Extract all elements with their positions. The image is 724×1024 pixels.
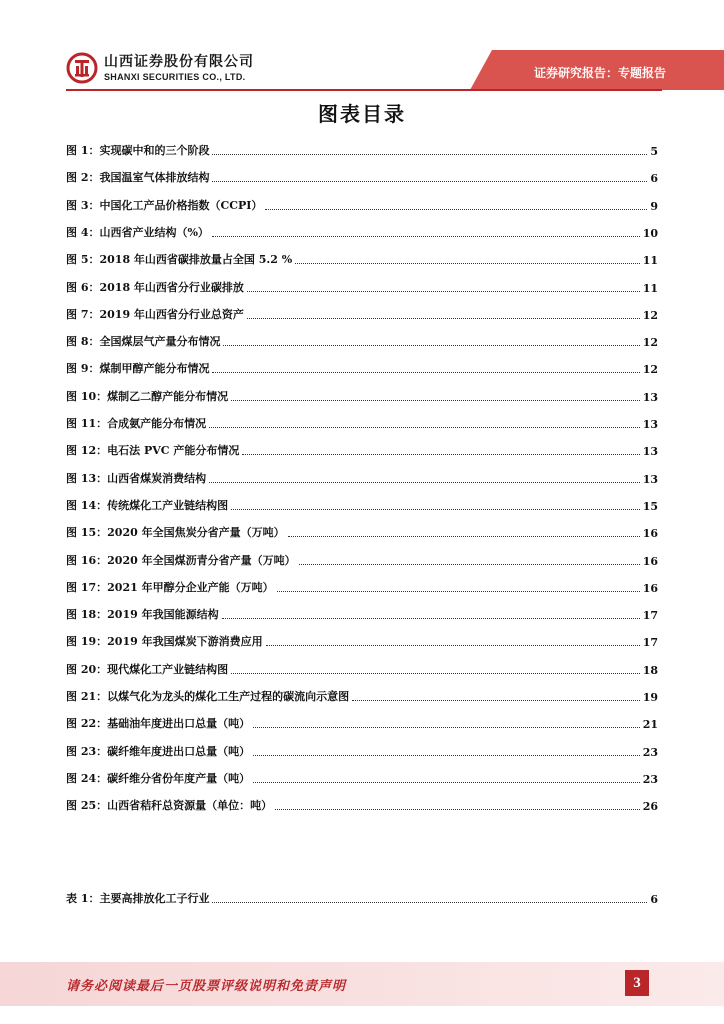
figure-entry-label: 图 11：合成氨产能分布情况 bbox=[66, 417, 207, 430]
figure-entry-page: 13 bbox=[642, 418, 658, 431]
figure-entry[interactable] bbox=[66, 659, 658, 677]
figure-entry-page: 9 bbox=[650, 199, 658, 213]
page-header bbox=[0, 0, 724, 96]
figure-entry-label: 图 21：以煤气化为龙头的煤化工生产过程的碳流向示意图 bbox=[66, 690, 350, 703]
dot-leader bbox=[247, 317, 640, 319]
figure-entry-label: 图 1：实现碳中和的三个阶段 bbox=[66, 144, 210, 157]
figure-entry-page: 26 bbox=[642, 800, 658, 814]
figure-entry-page: 16 bbox=[642, 581, 658, 595]
dot-leader bbox=[253, 726, 640, 728]
figure-entry[interactable] bbox=[66, 222, 658, 240]
figure-entry-page: 13 bbox=[642, 472, 658, 486]
company-name-en: SHANXI SECURITIES CO., LTD. bbox=[104, 71, 246, 82]
figure-entry-page: 13 bbox=[642, 445, 658, 459]
figure-entry-label: 图 24：碳纤维分省份年度产量（吨） bbox=[66, 771, 251, 785]
company-name-cn: 山西证券股份有限公司 bbox=[104, 53, 254, 70]
dot-leader bbox=[231, 508, 640, 510]
dot-leader bbox=[212, 153, 647, 155]
figure-entry-label: 图 22：基础油年度进出口总量（吨） bbox=[66, 717, 251, 731]
dot-leader bbox=[266, 644, 640, 646]
dot-leader bbox=[275, 808, 640, 810]
figure-entry[interactable] bbox=[66, 468, 658, 486]
figure-entry-page: 11 bbox=[642, 281, 658, 295]
dot-leader bbox=[265, 208, 647, 210]
table-entry-page: 6 bbox=[650, 893, 658, 906]
figure-entry-label: 图 5：2018 年山西省碳排放量占全国 5.2 % bbox=[66, 253, 293, 267]
figure-entry-label: 图 15：2020 年全国焦炭分省产量（万吨） bbox=[66, 526, 285, 540]
report-type: 证券研究报告：专题报告 bbox=[533, 66, 666, 80]
figure-entry-page: 23 bbox=[642, 772, 658, 786]
dot-leader bbox=[242, 453, 639, 455]
figure-entry-label: 图 17：2021 年甲醇分企业产能（万吨） bbox=[66, 580, 274, 594]
figure-entry-label: 图 10：煤制乙二醇产能分布情况 bbox=[66, 389, 229, 403]
figure-entry-label: 图 6：2018 年山西省分行业碳排放 bbox=[66, 280, 244, 294]
figure-entry-label: 图 23：碳纤维年度进出口总量（吨） bbox=[66, 744, 251, 758]
figure-entry[interactable] bbox=[66, 249, 658, 267]
dot-leader bbox=[231, 672, 640, 674]
company-logo bbox=[66, 52, 254, 84]
dot-leader bbox=[212, 180, 647, 182]
figure-entry[interactable] bbox=[66, 358, 658, 376]
figure-entry[interactable] bbox=[66, 768, 658, 786]
figure-entry-page: 13 bbox=[642, 390, 658, 404]
figure-entry-label: 图 7：2019 年山西省分行业总资产 bbox=[66, 307, 244, 321]
dot-leader bbox=[352, 699, 640, 701]
dot-leader bbox=[247, 290, 640, 292]
figure-entry[interactable] bbox=[66, 522, 658, 540]
figure-entry-label: 图 14：传统煤化工产业链结构图 bbox=[66, 498, 229, 512]
dot-leader bbox=[209, 481, 640, 483]
dot-leader bbox=[212, 235, 640, 237]
dot-leader bbox=[209, 426, 640, 428]
figure-entry[interactable] bbox=[66, 140, 658, 158]
figure-entry-label: 图 8：全国煤层气产量分布情况 bbox=[66, 335, 221, 349]
figure-entry-page: 16 bbox=[642, 554, 658, 568]
figure-entry-label: 图 4：山西省产业结构（%） bbox=[66, 225, 209, 239]
dot-leader bbox=[277, 590, 640, 592]
figure-entry-page: 21 bbox=[642, 718, 658, 732]
figure-entry[interactable] bbox=[66, 795, 658, 813]
page-title: 图表目录 bbox=[318, 102, 406, 126]
figure-entry[interactable] bbox=[66, 195, 658, 213]
figure-entry[interactable] bbox=[66, 686, 658, 704]
figure-entry-page: 17 bbox=[642, 609, 658, 623]
figure-entry-page: 19 bbox=[642, 691, 658, 704]
dot-leader bbox=[253, 781, 640, 783]
figure-entry[interactable] bbox=[66, 577, 658, 595]
figure-entry[interactable] bbox=[66, 604, 658, 622]
disclaimer-text: 请务必阅读最后一页股票评级说明和免责声明 bbox=[66, 979, 347, 994]
figure-entry-label: 图 18：2019 年我国能源结构 bbox=[66, 608, 219, 622]
figure-entry-page: 11 bbox=[642, 254, 658, 268]
figure-entry[interactable] bbox=[66, 167, 658, 185]
dot-leader bbox=[288, 535, 640, 537]
figure-entry-label: 图 16：2020 年全国煤沥青分省产量（万吨） bbox=[66, 553, 296, 567]
figure-entry-page: 5 bbox=[650, 145, 658, 158]
figure-entry-label: 图 2：我国温室气体排放结构 bbox=[66, 171, 210, 185]
figure-entry[interactable] bbox=[66, 440, 658, 458]
dot-leader bbox=[253, 754, 640, 756]
dot-leader bbox=[223, 344, 639, 346]
figure-entry[interactable] bbox=[66, 386, 658, 404]
figure-entry-page: 12 bbox=[642, 336, 658, 350]
figure-entry-label: 图 19：2019 年我国煤炭下游消费应用 bbox=[66, 635, 263, 649]
table-entry-label: 表 1：主要高排放化工子行业 bbox=[66, 892, 210, 905]
figure-entry-label: 图 13：山西省煤炭消费结构 bbox=[66, 471, 207, 485]
figure-entry[interactable] bbox=[66, 741, 658, 759]
figure-entry[interactable] bbox=[66, 550, 658, 568]
figure-entry-page: 10 bbox=[642, 226, 658, 240]
figure-entry-page: 15 bbox=[642, 499, 658, 513]
figure-entry[interactable] bbox=[66, 304, 658, 322]
figure-entry[interactable] bbox=[66, 413, 658, 431]
dot-leader bbox=[222, 617, 640, 619]
figure-entry-page: 16 bbox=[642, 527, 658, 541]
header-rule bbox=[66, 89, 662, 91]
figure-entry[interactable] bbox=[66, 713, 658, 731]
figure-entry[interactable] bbox=[66, 495, 658, 513]
page-number: 3 bbox=[625, 970, 649, 996]
figure-entry-page: 23 bbox=[642, 745, 658, 759]
dot-leader bbox=[299, 563, 640, 565]
figure-entry-label: 图 9：煤制甲醇产能分布情况 bbox=[66, 362, 210, 376]
figure-entry-label: 图 20：现代煤化工产业链结构图 bbox=[66, 662, 229, 676]
figure-entry-label: 图 3：中国化工产品价格指数（CCPI） bbox=[66, 198, 263, 212]
figure-entry-page: 6 bbox=[650, 172, 658, 186]
dot-leader bbox=[295, 262, 640, 264]
figure-entry-page: 12 bbox=[642, 308, 658, 322]
dot-leader bbox=[212, 901, 647, 903]
dot-leader bbox=[212, 371, 639, 373]
figure-entry-label: 图 12：电石法 PVC 产能分布情况 bbox=[66, 444, 240, 458]
figure-entry-page: 12 bbox=[642, 363, 658, 377]
figure-entry-label: 图 25：山西省秸秆总资源量（单位：吨） bbox=[66, 799, 273, 813]
table-entry[interactable] bbox=[66, 888, 658, 906]
figure-entry[interactable] bbox=[66, 277, 658, 295]
page-footer bbox=[0, 962, 724, 1006]
figure-entry[interactable] bbox=[66, 631, 658, 649]
figure-entry[interactable] bbox=[66, 331, 658, 349]
figure-entry-page: 18 bbox=[642, 663, 658, 677]
dot-leader bbox=[231, 399, 640, 401]
shanxi-securities-logo-icon bbox=[66, 52, 98, 84]
figure-entry-page: 17 bbox=[642, 636, 658, 650]
